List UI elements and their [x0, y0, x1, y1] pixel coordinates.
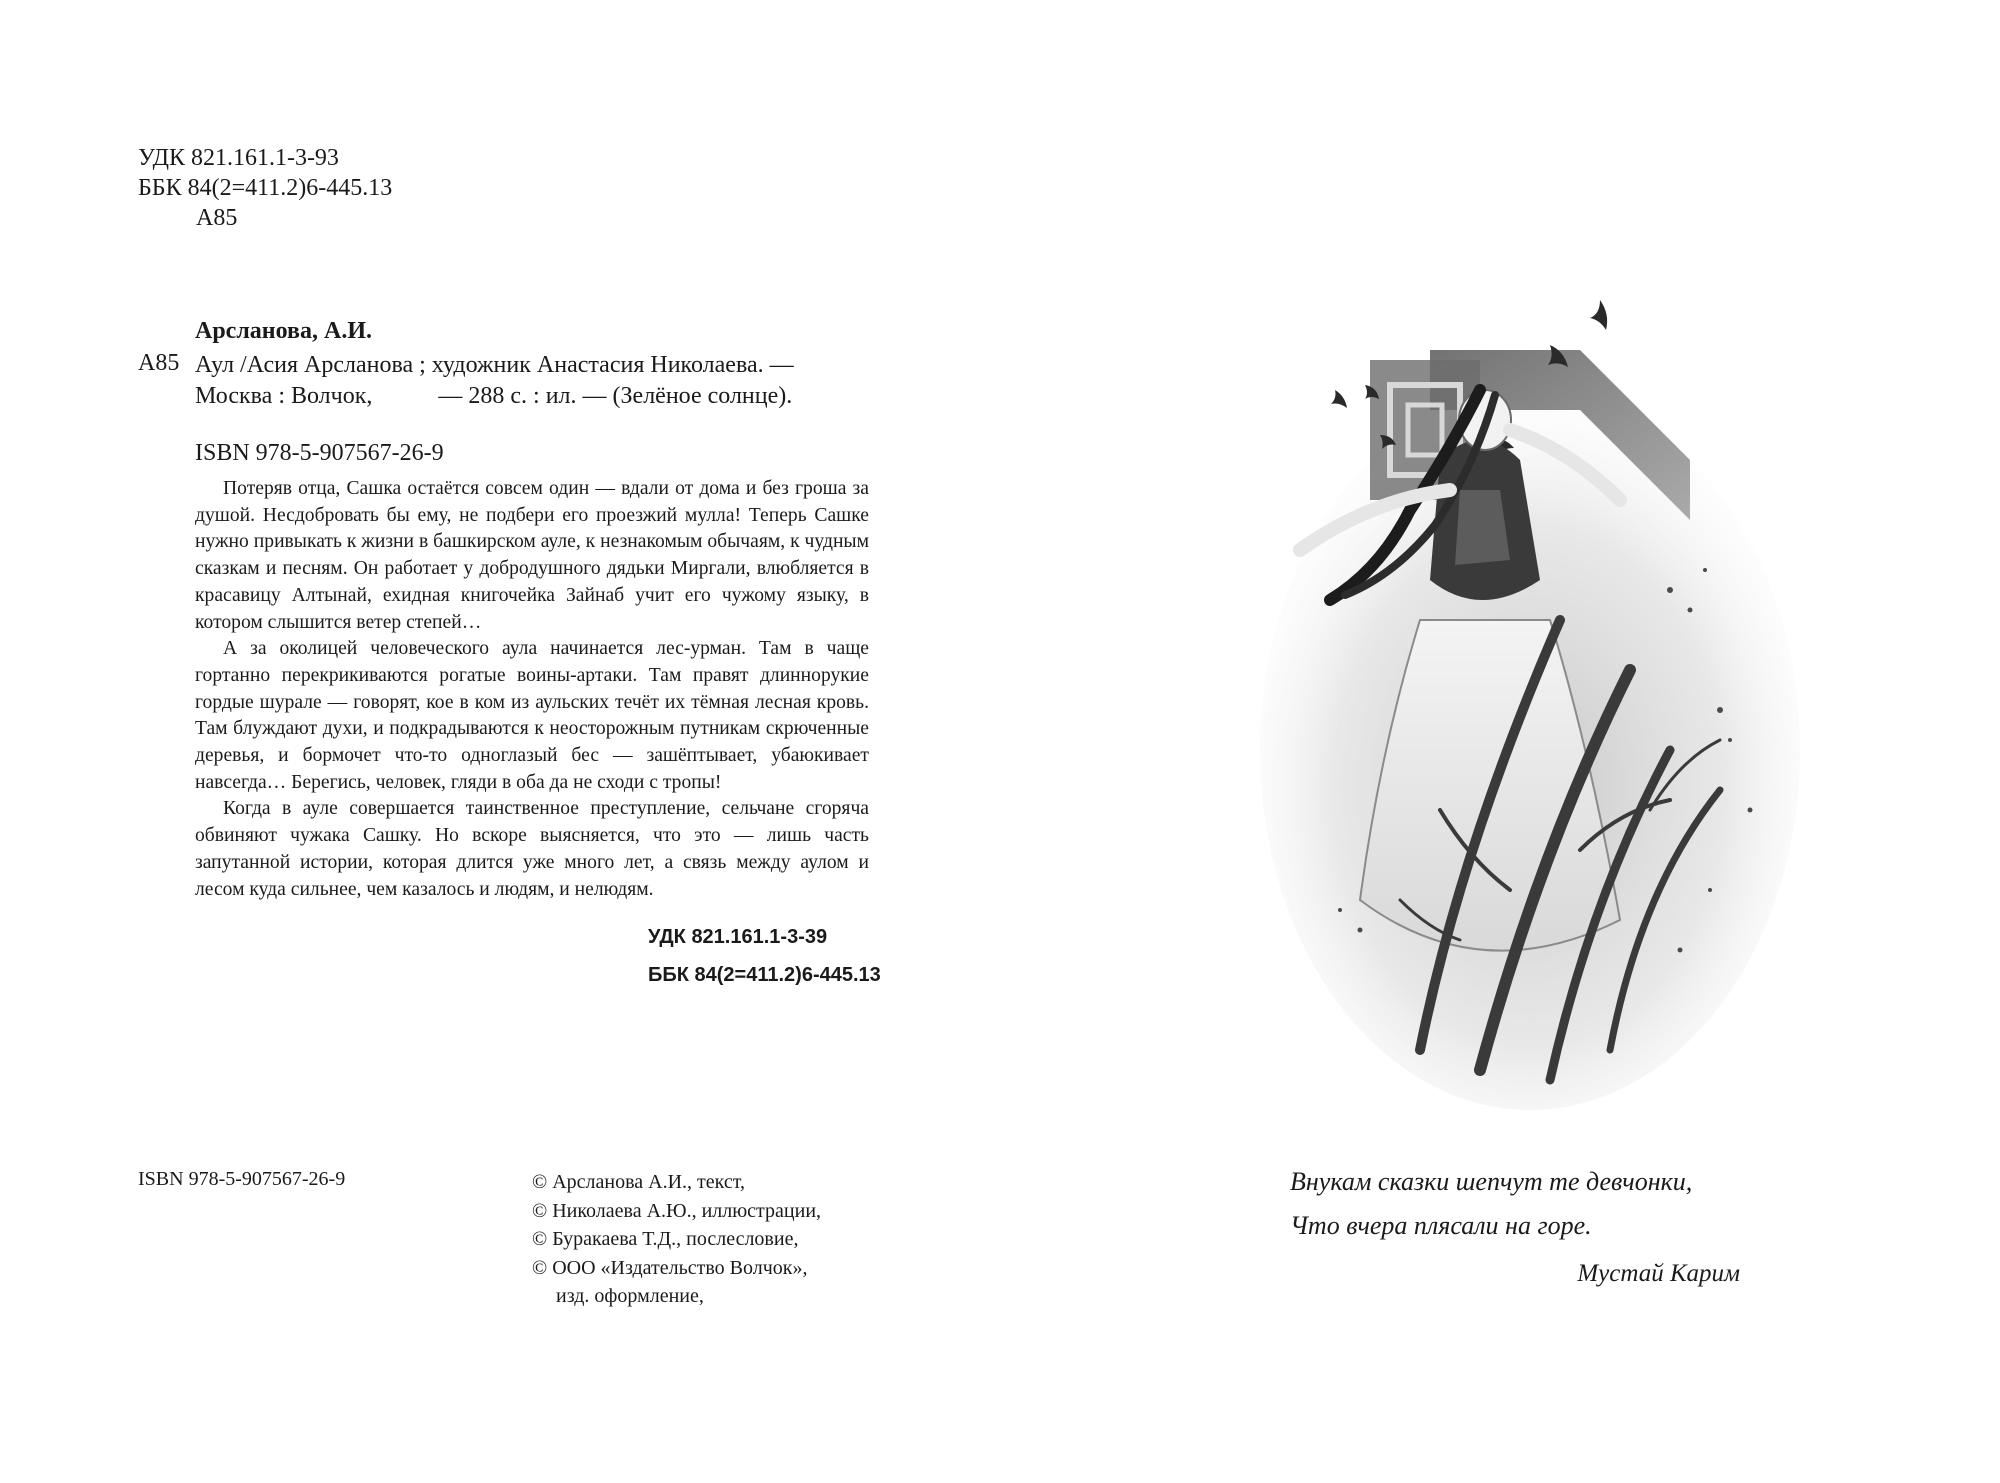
classification-bottom: [648, 918, 881, 994]
entry-isbn: ISBN 978-5-907567-26-9: [195, 440, 444, 466]
illustration-dancing-girl: [1250, 290, 1810, 1120]
epigraph-line: Внукам сказки шепчут те девчонки,: [1290, 1167, 1693, 1196]
udc-code-bottom: УДК 821.161.1-3-39: [648, 926, 828, 948]
copyright-line: © Николаева А.Ю., иллюстрации,: [532, 1199, 822, 1222]
annotation: [195, 476, 869, 903]
description-line: Москва : Волчок, — 288 с. : ил. — (Зелёное солнце).: [195, 383, 793, 409]
annotation-paragraph: Потеряв отца, Сашка остаётся совсем один — вдали от дома и без гроша за душой. Несдобровать бы ему, не подбери его проезжий мулла! Теперь Сашке нужно привыкать к жизни в башкирском ауле, к незнакомым обычаям, к чудным сказкам и песням. Он работает у добродушного дядьки Миргали, влюбляется в красавицу Алтынай, ехидная книгочейка Зайнаб учит его чужому языку, в котором слышится ветер степей…: [195, 478, 869, 633]
epigraph: [1290, 1160, 1740, 1296]
epigraph-line: Что вчера плясали на горе.: [1290, 1211, 1592, 1240]
entry-author-mark: А85: [138, 350, 180, 376]
epigraph-author: Мустай Карим: [1577, 1260, 1740, 1287]
footer-isbn: ISBN 978-5-907567-26-9: [138, 1168, 346, 1190]
entry-description: [195, 350, 835, 412]
copyright-line: © Арсланова А.И., текст,: [532, 1171, 745, 1193]
copyright-list: [532, 1168, 821, 1311]
bbk-code: ББК 84(2=411.2)6-445.13: [138, 175, 393, 201]
entry-author: Арсланова, А.И.: [195, 318, 372, 344]
classification-block: [138, 143, 392, 233]
description-line: Аул /Асия Арсланова ; художник Анастасия Николаева. —: [195, 352, 794, 378]
annotation-paragraph: Когда в ауле совершается таинственное преступление, сельчане сгоряча обвиняют чужака Сашку. Но вскоре выясняется, что это — лишь часть запутанной истории, которая длится уже много лет, а связь между аулом и лесом куда сильнее, чем казалось и людям, и нелюдям.: [195, 798, 869, 900]
copyright-line: изд. оформление,: [556, 1285, 704, 1307]
copyright-line: © Буракаева Т.Д., послесловие,: [532, 1228, 799, 1250]
author-mark: А85: [196, 205, 238, 231]
copyright-line: © ООО «Издательство Волчок»,: [532, 1256, 808, 1279]
bbk-code-bottom: ББК 84(2=411.2)6-445.13: [648, 964, 881, 986]
annotation-paragraph: А за околицей человеческого аула начинается лес-урман. Там в чаще гортанно перекрикиваются рогатые воины-артаки. Там правят длиннорукие гордые шурале — говорят, кое в ком из аульских течёт их тёмная лесная кровь. Там блуждают духи, и подкрадываются к неосторожным путникам скрюченные деревья, и бормочет что-то одноглазый бес — зашёптывает, убаюкивает навсегда… Берегись, человек, гляди в оба да не сходи с тропы!: [195, 638, 869, 793]
udc-code: УДК 821.161.1-3-93: [138, 145, 339, 171]
